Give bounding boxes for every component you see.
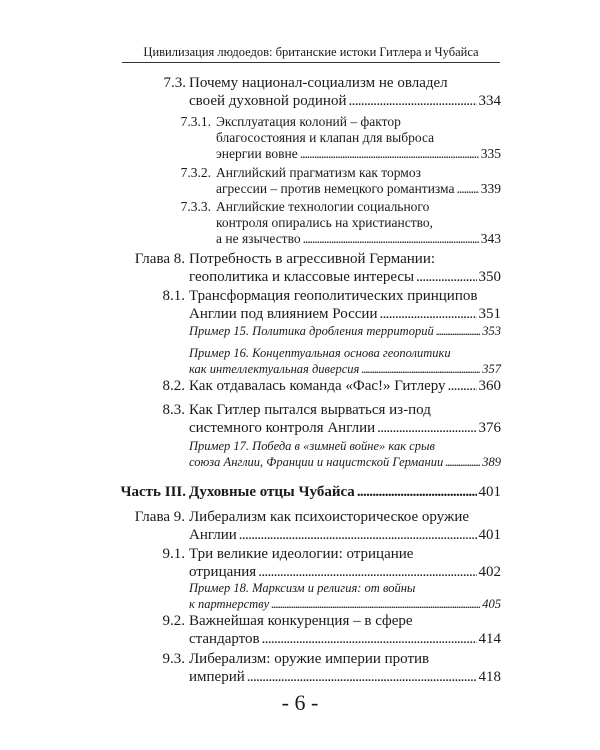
toc-entry-page: 357 [482,362,501,376]
toc-entry-title-line: Духовные отцы Чубайса [189,484,355,500]
toc-entry-number: 7.3. [163,75,186,91]
toc-entry-title-line: Либерализм: оружие империи против [189,651,430,667]
leader-dots [271,596,480,612]
leader-dots [303,231,479,247]
toc-entry-title-line: союза Англии, Франции и нацистской Германии [189,455,444,469]
leader-dots [436,323,481,339]
toc-entry-page: 401 [478,527,501,543]
toc-entry-title-line: стандартов [189,631,260,647]
header-rule [122,62,500,63]
toc-entry-title-line: Три великие идеологии: отрицание [189,546,414,562]
toc-entry-number: Глава 9. [134,509,185,525]
toc-entry-number: 7.3.2. [180,165,211,180]
toc-entry-title-line: системного контроля Англии [189,420,376,436]
toc-entry-number: 7.3.3. [180,199,211,214]
toc-entry-number: Часть III. [120,484,186,500]
toc-entry-page: 401 [478,484,501,500]
leader-dots [349,92,477,110]
toc-entry-title-line: как интеллектуальная диверсия [189,362,360,376]
toc-entry-page: 343 [480,231,501,246]
leader-dots [448,377,477,395]
toc-entry-page: 334 [478,93,501,109]
toc-entry-page: 350 [478,269,501,285]
toc-entry-title-line: агрессии – против немецкого романтизма [216,181,455,196]
toc-entry-page: 335 [480,146,501,161]
leader-dots [357,483,477,501]
toc-entry-title-line: Важнейшая конкуренция – в сфере [189,613,413,629]
page-number: - 6 - [281,690,319,715]
toc-entry-title-line: Трансформация геополитических принципов [189,288,478,304]
leader-dots [379,305,476,323]
toc-entry-title-line: к партнерству [189,597,270,611]
leader-dots [445,454,480,470]
toc-entry-number: 9.3. [162,651,185,667]
toc-entry-title-line: империй [189,669,245,685]
toc-entry-title-line: Пример 15. Политика дробления территорий [189,324,434,338]
toc-entry-title-line: Либерализм как психоисторическое оружие [189,509,470,525]
toc-entry-page: 405 [482,597,501,611]
leader-dots [416,268,476,286]
toc-entry-title-line: Англии под влиянием России [189,306,378,322]
toc-entry-title-line: энергии вовне [216,146,298,161]
toc-entry-number: 9.2. [162,613,185,629]
toc-entry-title-line: контроля опирались на христианство, [216,215,434,230]
leader-dots [361,361,480,377]
toc-entry-title-line: Английские технологии социального [216,199,430,214]
toc-entry-title-line: Как Гитлер пытался вырваться из-под [189,402,431,418]
toc-entry-title-line: Пример 16. Концептуальная основа геополитики [189,346,451,360]
toc-entry-page: 360 [478,378,501,394]
toc-entry-title-line: Почему национал-социализм не овладел [189,75,448,91]
toc-entry-title-line: геополитика и классовые интересы [189,269,415,285]
leader-dots [377,419,476,437]
leader-dots [239,526,477,544]
running-header: Цивилизация людоедов: британские истоки Гитлера и Чубайса [143,45,479,59]
toc-entry-number: 8.2. [162,378,185,394]
toc-entry-page: 414 [478,631,501,647]
toc-entry-page: 353 [482,324,501,338]
toc-entry-title-line: Английский прагматизм как тормоз [216,165,421,180]
toc-entry-title-line: Пример 18. Марксизм и религия: от войны [189,581,416,595]
toc-entry-number: 8.1. [162,288,185,304]
toc-entry-page: 402 [478,564,501,580]
leader-dots [262,630,477,648]
toc-entry-title-line: а не язычество [216,231,301,246]
toc-entry-page: 339 [480,181,501,196]
leader-dots [258,563,476,581]
leader-dots [457,181,479,197]
toc-entry-title-line: отрицания [189,564,257,580]
toc-entry-number: 8.3. [162,402,185,418]
toc-entry-title-line: благосостояния и клапан для выброса [216,130,435,145]
leader-dots [247,668,477,686]
toc-entry-page: 376 [478,420,501,436]
toc-entry-title-line: Как отдавалась команда «Фас!» Гитлеру [189,378,446,394]
toc-entry-number: 9.1. [162,546,185,562]
toc-entry-page: 389 [482,455,501,469]
toc-entry-title-line: своей духовной родиной [189,93,347,109]
toc-entry-title-line: Англии [189,527,237,543]
toc-entry-page: 418 [478,669,501,685]
toc-entry-page: 351 [478,306,501,322]
toc-entry-title-line: Потребность в агрессивной Германии: [189,251,436,267]
leader-dots [300,146,479,162]
toc-entry-number: 7.3.1. [180,114,211,129]
toc-entry-title-line: Пример 17. Победа в «зимней войне» как срыв [189,439,435,453]
toc-entry-number: Глава 8. [134,251,185,267]
toc-entry-title-line: Эксплуатация колоний – фактор [216,114,401,129]
